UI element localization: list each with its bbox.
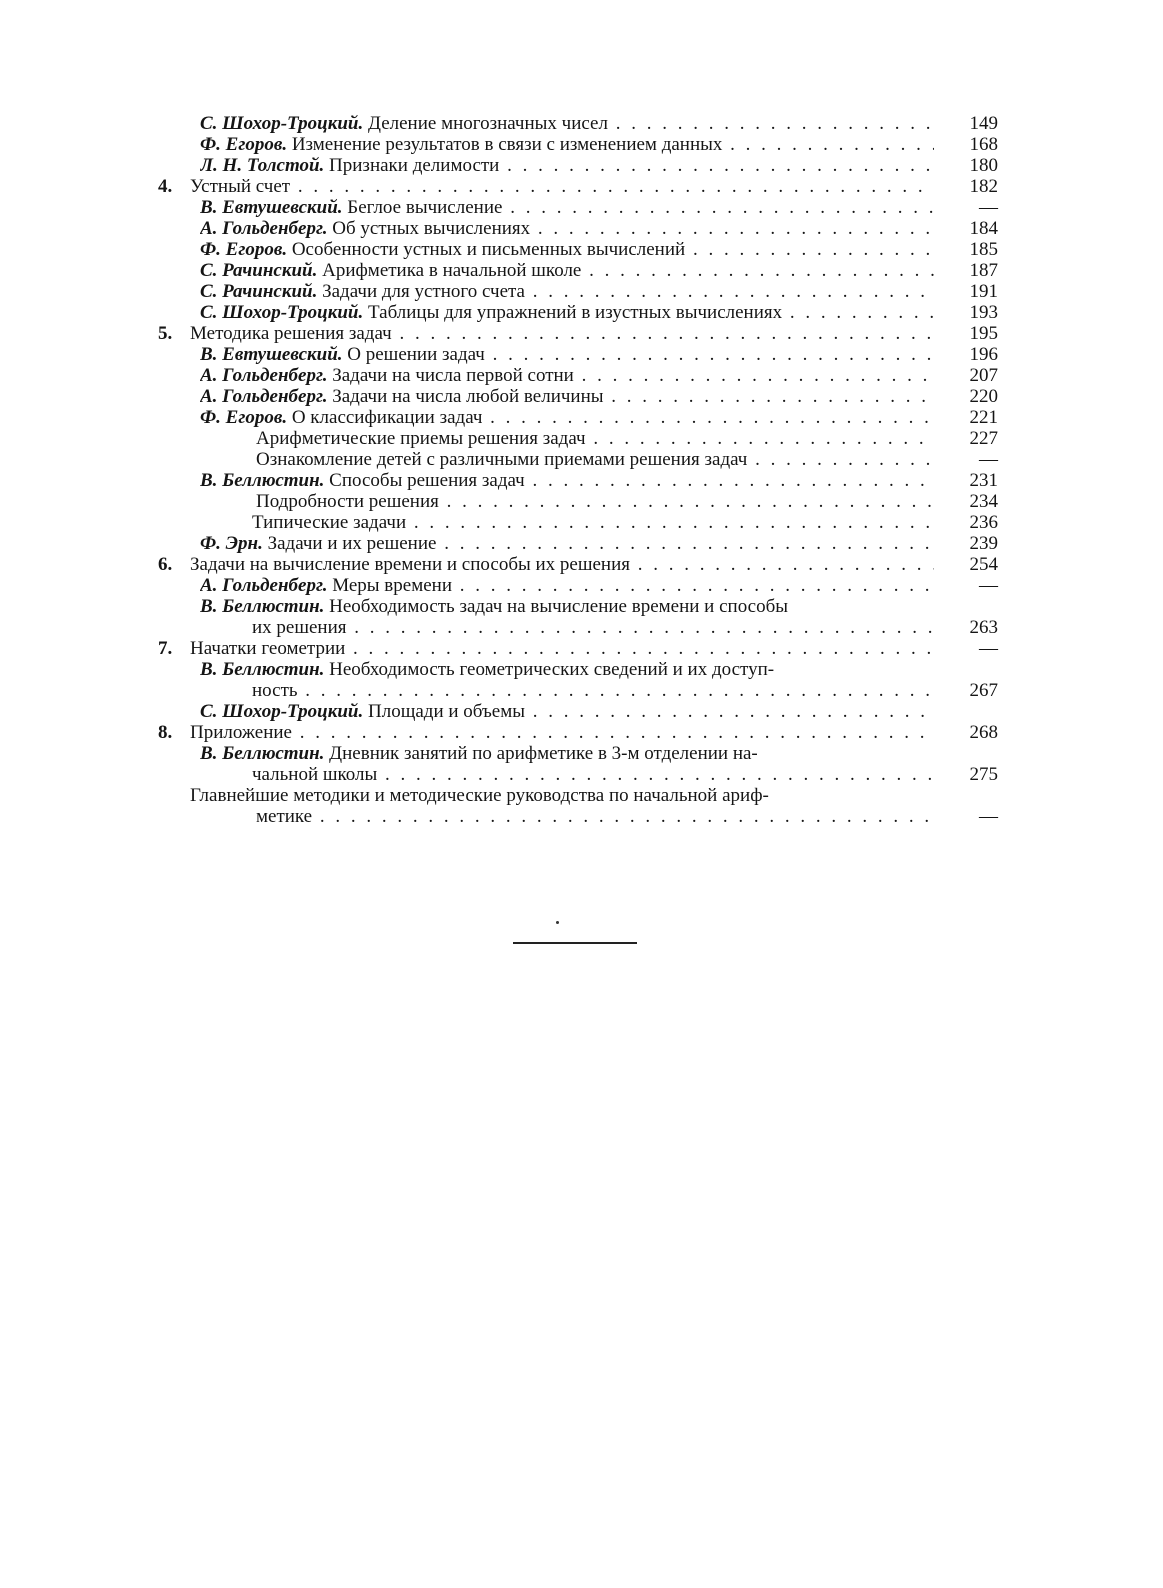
toc-entry-text <box>200 260 934 281</box>
author-name: С. Шохор-Троцкий. <box>200 701 364 722</box>
entry-title: Необходимость задач на вычисление времени и способы <box>329 596 789 617</box>
page-number: 236 <box>969 512 998 533</box>
entry-title: Ознакомление детей с различными приемами решения задач <box>256 449 748 470</box>
page-number: 184 <box>969 218 998 239</box>
toc-entry <box>158 533 998 554</box>
toc-entry-text <box>200 281 934 302</box>
page-number: 227 <box>969 428 998 449</box>
page-number: 234 <box>969 491 998 512</box>
entry-title: Арифметические приемы решения задач <box>256 428 586 449</box>
toc-entry <box>158 680 998 701</box>
toc-entry-text <box>200 113 934 134</box>
entry-title: Изменение результатов в связи с изменением данных <box>291 134 723 155</box>
toc-entry-text <box>200 470 934 491</box>
toc-entry-text <box>200 218 934 239</box>
toc-entry-text <box>190 785 934 806</box>
entry-title: Арифметика в начальной школе <box>322 260 582 281</box>
author-name: Ф. Эрн. <box>200 533 263 554</box>
toc-entry <box>158 617 998 638</box>
author-name: А. Гольденберг. <box>200 386 328 407</box>
page-number: 267 <box>969 680 998 701</box>
toc-entry-text <box>200 302 934 323</box>
toc-entry <box>158 260 998 281</box>
author-name: В. Беллюстин. <box>200 659 325 680</box>
page-number: 195 <box>969 323 998 344</box>
toc-entry-text <box>200 407 934 428</box>
toc-entry-text <box>252 617 934 638</box>
page-number: — <box>979 575 998 596</box>
entry-title: метике <box>256 806 313 827</box>
toc-entry-text <box>200 155 934 176</box>
toc-entry <box>158 428 998 449</box>
page-number: 182 <box>969 176 998 197</box>
toc-entry <box>158 701 998 722</box>
author-name: В. Беллюстин. <box>200 470 325 491</box>
author-name: С. Рачинский. <box>200 260 318 281</box>
toc-entry <box>158 512 998 533</box>
section-number: 5. <box>158 323 173 344</box>
toc-entry <box>158 197 998 218</box>
page-number: — <box>979 806 998 827</box>
toc-entry-text <box>200 365 934 386</box>
toc-entry-text <box>190 554 934 575</box>
author-name: А. Гольденберг. <box>200 575 328 596</box>
entry-title: Устный счет <box>190 176 291 197</box>
toc-entry <box>158 491 998 512</box>
toc-entry <box>158 323 998 344</box>
section-number: 4. <box>158 176 173 197</box>
page-number: 168 <box>969 134 998 155</box>
entry-title: Деление многозначных чисел <box>368 113 608 134</box>
toc-entry <box>158 176 998 197</box>
end-rule <box>513 942 637 944</box>
toc-entry <box>158 659 998 680</box>
toc-entry <box>158 764 998 785</box>
toc-entry-text <box>256 449 934 470</box>
toc-entry-text <box>200 701 934 722</box>
entry-title: ность <box>252 680 298 701</box>
entry-title: Таблицы для упражнений в изустных вычислениях <box>368 302 783 323</box>
toc-entry <box>158 575 998 596</box>
page-number: — <box>979 449 998 470</box>
toc-entry <box>158 743 998 764</box>
author-name: Ф. Егоров. <box>200 134 288 155</box>
page-number: 268 <box>969 722 998 743</box>
author-name: С. Рачинский. <box>200 281 318 302</box>
entry-title: Задачи на числа любой величины <box>332 386 604 407</box>
toc-entry-text <box>200 239 934 260</box>
page-number: 207 <box>969 365 998 386</box>
toc-entry <box>158 470 998 491</box>
toc-entry <box>158 113 998 134</box>
toc-entry-text <box>200 197 934 218</box>
author-name: А. Гольденберг. <box>200 218 328 239</box>
entry-title: Способы решения задач <box>329 470 525 491</box>
page-number: — <box>979 197 998 218</box>
toc-entry-text <box>256 806 934 827</box>
entry-title: Необходимость геометрических сведений и их доступ- <box>329 659 775 680</box>
toc-entry-text <box>200 659 934 680</box>
entry-title: Задачи для устного счета <box>322 281 525 302</box>
entry-title: их решения <box>252 617 347 638</box>
page-number: 231 <box>969 470 998 491</box>
toc-entry <box>158 785 998 806</box>
entry-title: чальной школы <box>252 764 378 785</box>
toc-entry-text <box>190 323 934 344</box>
author-name: Ф. Егоров. <box>200 407 288 428</box>
toc-entry <box>158 638 998 659</box>
toc-entry <box>158 365 998 386</box>
entry-title: Типические задачи <box>252 512 407 533</box>
toc-entry <box>158 596 998 617</box>
toc-entry <box>158 449 998 470</box>
entry-title: Методика решения задач <box>190 323 392 344</box>
author-name: В. Евтушевский. <box>200 344 343 365</box>
toc-entry-text <box>252 680 934 701</box>
section-number: 6. <box>158 554 173 575</box>
toc-entry-text <box>252 512 934 533</box>
entry-title: Подробности решения <box>256 491 439 512</box>
section-number: 7. <box>158 638 173 659</box>
entry-title: Об устных вычислениях <box>332 218 531 239</box>
page-number: 185 <box>969 239 998 260</box>
toc-entry-text <box>252 764 934 785</box>
page-number: 180 <box>969 155 998 176</box>
table-of-contents <box>158 113 998 827</box>
page-number: 196 <box>969 344 998 365</box>
entry-title: Главнейшие методики и методические руководства по начальной ариф- <box>190 785 769 806</box>
author-name: В. Беллюстин. <box>200 743 325 764</box>
page-number: 221 <box>969 407 998 428</box>
page-number: 220 <box>969 386 998 407</box>
entry-title: О решении задач <box>347 344 485 365</box>
toc-entry <box>158 554 998 575</box>
toc-entry <box>158 155 998 176</box>
toc-entry-text <box>200 344 934 365</box>
page-number: 263 <box>969 617 998 638</box>
toc-entry <box>158 344 998 365</box>
toc-entry-text <box>200 134 934 155</box>
entry-title: Площади и объемы <box>368 701 526 722</box>
entry-title: Начатки геометрии <box>190 638 346 659</box>
entry-title: Задачи на числа первой сотни <box>332 365 574 386</box>
page-number: 239 <box>969 533 998 554</box>
entry-title: Задачи на вычисление времени и способы их решения <box>190 554 630 575</box>
toc-entry <box>158 218 998 239</box>
toc-entry-text <box>190 638 934 659</box>
entry-title: Меры времени <box>332 575 453 596</box>
toc-entry <box>158 302 998 323</box>
toc-entry <box>158 806 998 827</box>
toc-entry-text <box>200 596 934 617</box>
entry-title: Задачи и их решение <box>267 533 437 554</box>
toc-entry-text <box>200 743 934 764</box>
toc-entry-text <box>200 533 934 554</box>
page-number: 187 <box>969 260 998 281</box>
toc-entry <box>158 722 998 743</box>
page-number: 149 <box>969 113 998 134</box>
page-number: 193 <box>969 302 998 323</box>
toc-entry-text <box>200 386 934 407</box>
author-name: С. Шохор-Троцкий. <box>200 113 364 134</box>
toc-entry-text <box>200 575 934 596</box>
entry-title: Признаки делимости <box>329 155 500 176</box>
toc-entry <box>158 239 998 260</box>
author-name: В. Евтушевский. <box>200 197 343 218</box>
toc-entry <box>158 407 998 428</box>
entry-title: Особенности устных и письменных вычислений <box>291 239 686 260</box>
ink-speck <box>556 921 559 924</box>
toc-entry-text <box>256 428 934 449</box>
entry-title: Приложение <box>190 722 292 743</box>
toc-entry-text <box>256 491 934 512</box>
author-name: Ф. Егоров. <box>200 239 288 260</box>
author-name: А. Гольденберг. <box>200 365 328 386</box>
page-number: — <box>979 638 998 659</box>
author-name: С. Шохор-Троцкий. <box>200 302 364 323</box>
toc-entry <box>158 281 998 302</box>
toc-entry-text <box>190 722 934 743</box>
section-number: 8. <box>158 722 173 743</box>
author-name: В. Беллюстин. <box>200 596 325 617</box>
page-number: 254 <box>969 554 998 575</box>
toc-entry-text <box>190 176 934 197</box>
toc-entry <box>158 386 998 407</box>
page-number: 191 <box>969 281 998 302</box>
page-number: 275 <box>969 764 998 785</box>
entry-title: Беглое вычисление <box>347 197 503 218</box>
entry-title: Дневник занятий по арифметике в 3-м отделении на- <box>329 743 758 764</box>
author-name: Л. Н. Толстой. <box>200 155 325 176</box>
toc-entry <box>158 134 998 155</box>
entry-title: О классификации задач <box>291 407 483 428</box>
